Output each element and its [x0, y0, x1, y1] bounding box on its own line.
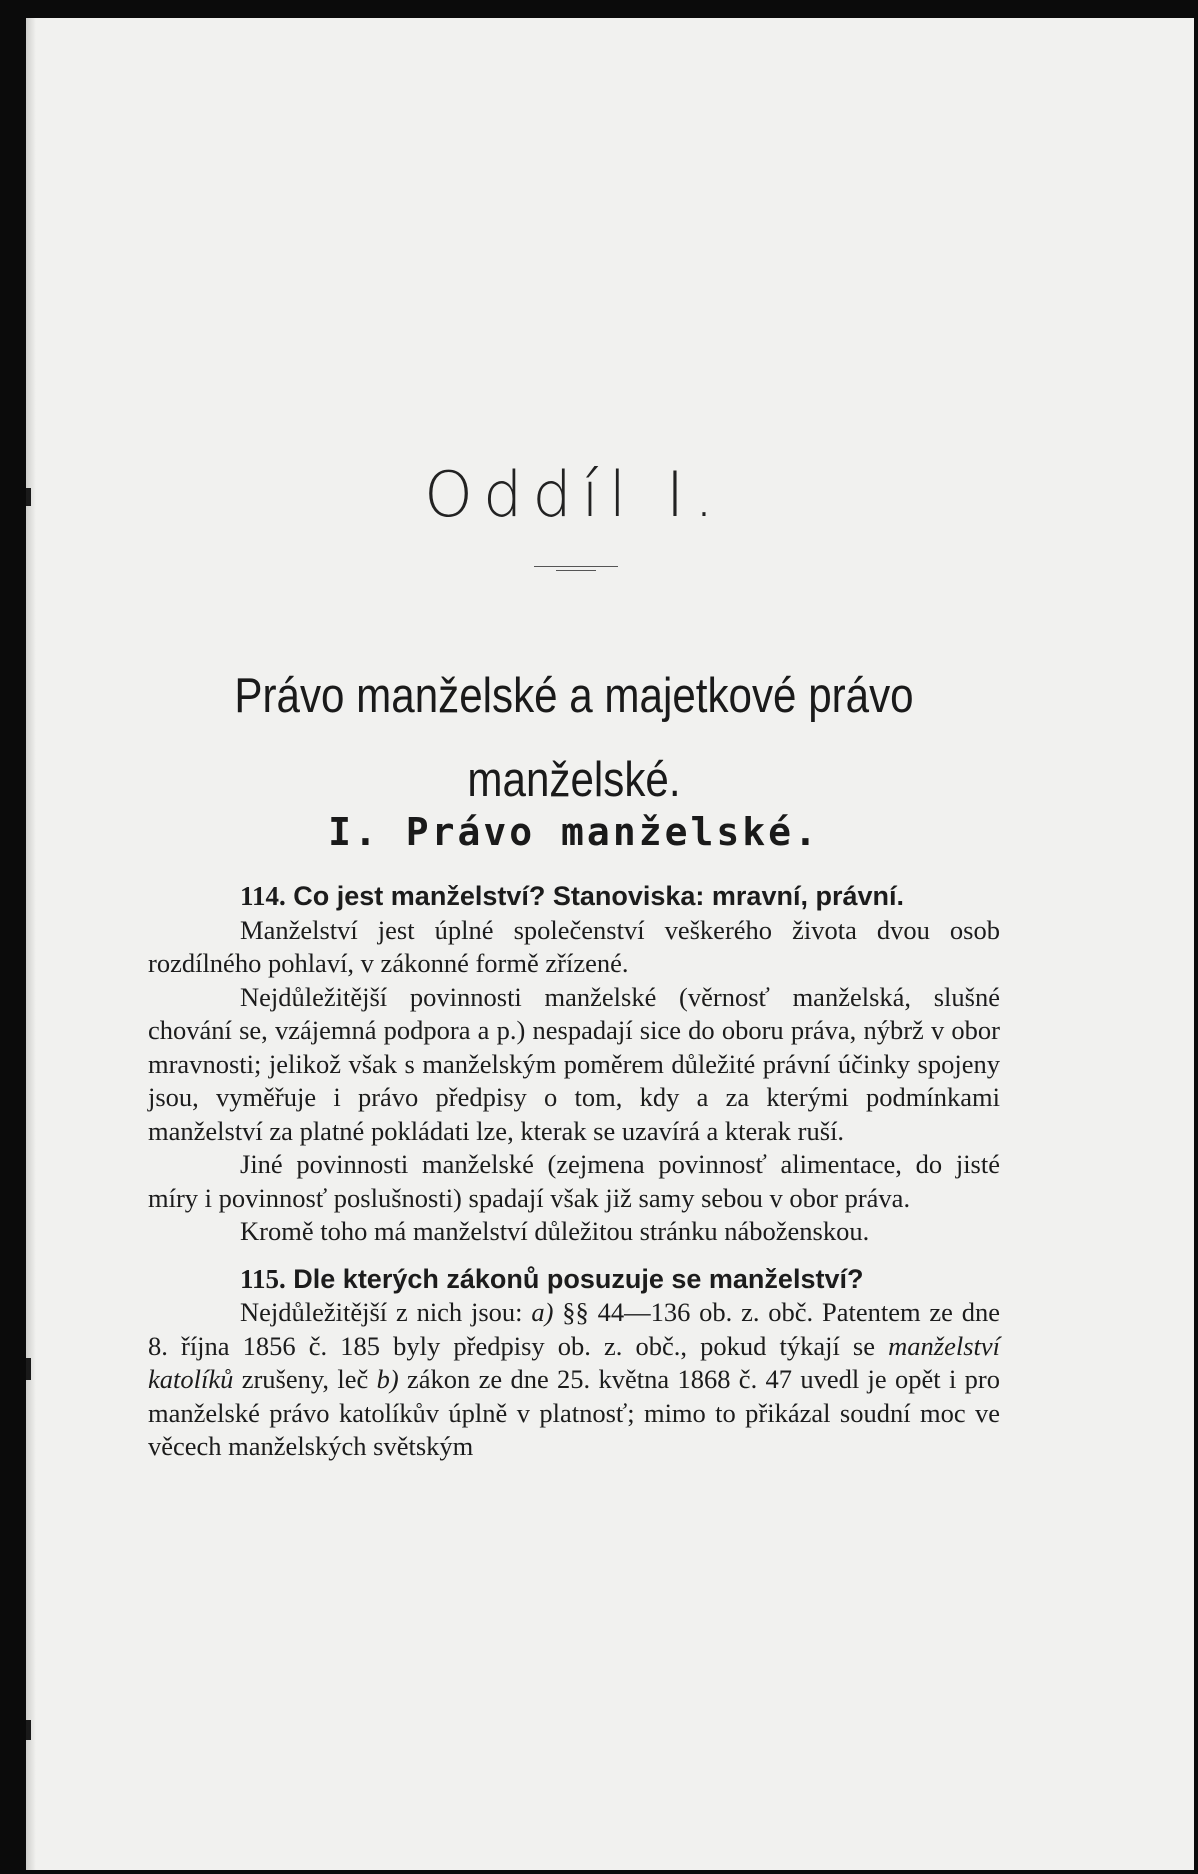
text-run: zákon ze dne 25. května 1868 č. 47 uvedl je opět i pro manželské právo katolíkův úplně v platnosť; mimo to přikázal soudní moc ve věcech manželských světským [148, 1364, 1000, 1461]
binding-mark [26, 1720, 31, 1740]
text-run: §§ 44—136 ob. z. obč. Patentem ze dne 8. října 1856 č. 185 byly předpisy ob. z. obč., pokud týkají se [148, 1297, 1000, 1361]
body-text [148, 880, 1000, 1464]
scanned-page [26, 18, 1194, 1870]
question-text: Dle kterých zákonů posuzuje se manželství? [293, 1263, 864, 1294]
enum-marker: a) [531, 1297, 554, 1327]
binding-mark [26, 1358, 31, 1380]
question-115 [148, 1263, 1000, 1297]
question-number: 115. [240, 1263, 286, 1294]
emphasis-text: manželství katolíků [148, 1330, 1000, 1394]
paragraph: Kromě toho má manželství důležitou stránku náboženskou. [240, 1216, 870, 1246]
part-heading: Právo manželské a majetkové právo manželské. [234, 669, 914, 807]
text-run: zrušeny, leč [233, 1364, 377, 1394]
question-text: Co jest manželství? Stanoviska: mravní, právní. [293, 881, 904, 911]
page-spine-shadow [26, 18, 36, 1870]
question-number: 114. [240, 881, 286, 911]
binding-mark [26, 488, 31, 506]
ornament-divider [534, 566, 618, 572]
paragraph [148, 1296, 1000, 1464]
paragraph: Manželství jest úplné společenství veškerého života dvou osob rozdílného pohlaví, v zákonné formě zřízené. [148, 914, 1000, 978]
enum-marker: b) [376, 1364, 399, 1394]
chapter-heading: I. Právo manželské. [328, 810, 820, 854]
paragraph: Nejdůležitější povinnosti manželské (věrnosť manželská, slušné chování se, vzájemná podpora a p.) nespadají sice do oboru práva, nýbrž v obor mravnosti; jelikož však s manželským poměrem důležité právní účinky spojeny jsou, vyměřuje i právo předpisy o tom, kdy a za kterými podmínkami manželství za platné pokládati lze, kterak se uzavírá a kterak ruší. [148, 981, 1000, 1146]
question-114 [148, 880, 1000, 914]
section-heading: Oddíl I. [424, 458, 724, 531]
paragraph: Jiné povinnosti manželské (zejmena povinnosť alimentace, do jisté míry i povinnosť poslušnosti) spadají však již samy sebou v obor práva. [148, 1149, 1000, 1213]
text-run: Nejdůležitější z nich jsou: [240, 1297, 532, 1327]
